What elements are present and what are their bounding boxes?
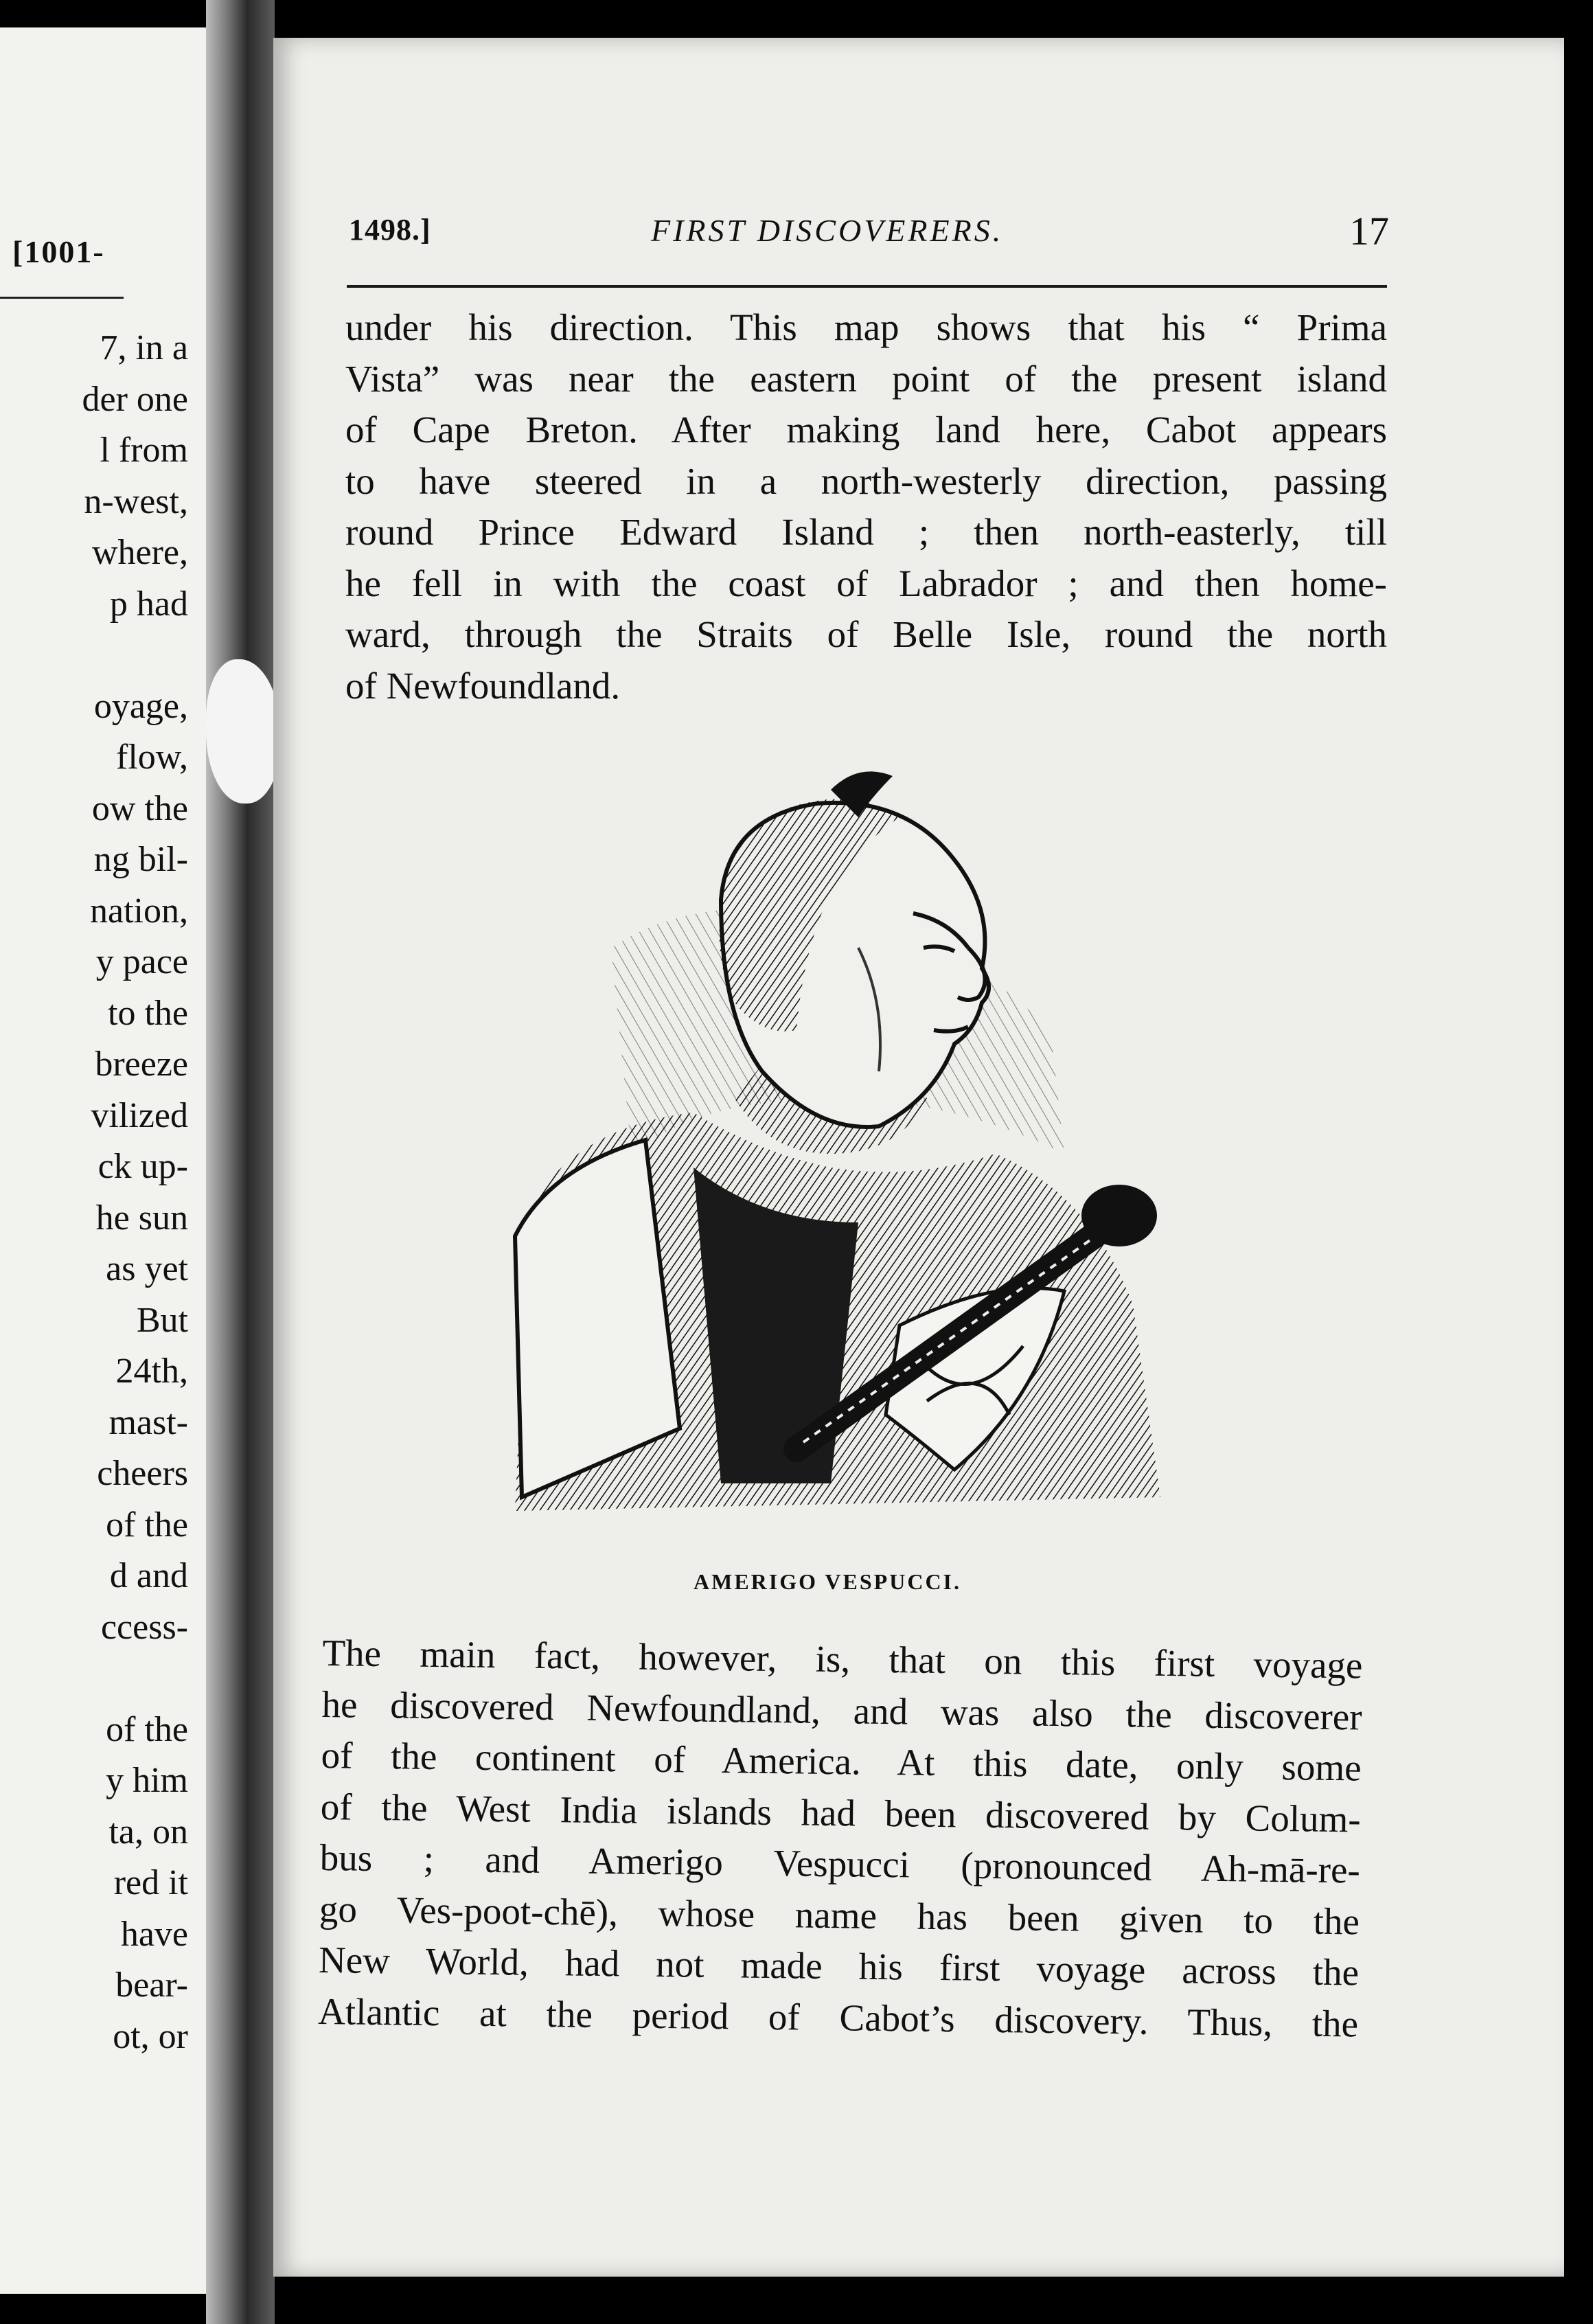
text-line: where, bbox=[91, 533, 188, 572]
header-year: 1498.] bbox=[349, 213, 431, 247]
text-line: l from bbox=[100, 431, 188, 470]
text-line: ta, on bbox=[108, 1812, 188, 1852]
text-line: red it bbox=[113, 1863, 188, 1902]
text-line: But bbox=[136, 1300, 188, 1340]
text-line: ng bil- bbox=[93, 840, 188, 879]
text-line: he sun bbox=[95, 1198, 188, 1238]
text-line: of the bbox=[106, 1505, 188, 1545]
text-line: ccess- bbox=[100, 1607, 188, 1647]
previous-page-text bbox=[82, 323, 188, 2062]
text-line: to have steered in a north-westerly direction, passing bbox=[345, 459, 1387, 502]
text-line: p had bbox=[109, 584, 188, 624]
text-line bbox=[82, 630, 188, 681]
text-line: under his direction. This map shows that his “ Prima bbox=[345, 306, 1387, 348]
text-line: vilized bbox=[91, 1095, 188, 1135]
page-number: 17 bbox=[1349, 209, 1389, 253]
text-line: ow the bbox=[91, 788, 188, 828]
text-line: have bbox=[120, 1914, 188, 1954]
text-line: he discovered Newfoundland, and was also the discoverer bbox=[321, 1683, 1362, 1738]
header-rule bbox=[347, 285, 1387, 288]
previous-page-edge bbox=[0, 27, 206, 2294]
text-line: n-west, bbox=[84, 481, 188, 521]
text-line: flow, bbox=[116, 738, 188, 777]
header-title: FIRST DISCOVERERS. bbox=[651, 213, 1004, 248]
paragraph-top bbox=[345, 302, 1387, 711]
text-line: Atlantic at the period of Cabot’s discovery. Thus, the bbox=[317, 1990, 1359, 2044]
text-line: go Ves-poot-chē), whose name has been given to the bbox=[319, 1887, 1360, 1942]
figure-caption: AMERIGO VESPUCCI. bbox=[694, 1569, 961, 1594]
text-line: bear- bbox=[115, 1966, 188, 2005]
text-line: ck up- bbox=[98, 1147, 188, 1186]
text-line: The main fact, however, is, that on this first voyage bbox=[322, 1631, 1363, 1687]
text-line: ward, through the Straits of Belle Isle, round the north bbox=[345, 613, 1387, 655]
text-line: mast- bbox=[108, 1402, 188, 1442]
amerigo-vespucci-engraving bbox=[474, 742, 1215, 1538]
text-line: Vista” was near the eastern point of the present island bbox=[345, 357, 1387, 400]
text-line: cheers bbox=[97, 1454, 188, 1493]
text-line: y pace bbox=[95, 942, 188, 981]
text-line: 24th, bbox=[115, 1352, 188, 1391]
text-line: of the West India islands had been discovered by Colum- bbox=[320, 1785, 1362, 1840]
text-line: ot, or bbox=[113, 2016, 188, 2056]
text-line: to the bbox=[108, 993, 188, 1033]
text-line: oyage, bbox=[93, 686, 188, 726]
text-line: bus ; and Amerigo Vespucci (pronounced Ah-mā-re- bbox=[319, 1836, 1361, 1891]
text-line bbox=[82, 1653, 188, 1705]
text-line: New World, had not made his first voyage across the bbox=[318, 1938, 1360, 1994]
text-line: of the bbox=[106, 1709, 188, 1749]
text-line: d and bbox=[109, 1556, 188, 1595]
text-line: of Newfoundland. bbox=[345, 664, 621, 707]
text-line: nation, bbox=[90, 891, 188, 931]
text-line: y him bbox=[106, 1761, 188, 1800]
text-line: breeze bbox=[95, 1045, 188, 1084]
previous-page-header: [1001- bbox=[12, 234, 105, 269]
running-header bbox=[349, 209, 1389, 264]
paragraph-bottom bbox=[318, 1628, 1363, 2049]
book-gutter bbox=[206, 0, 275, 2324]
text-line: of the continent of America. At this date, only some bbox=[321, 1733, 1362, 1789]
text-line: of Cape Breton. After making land here, Cabot appears bbox=[345, 409, 1387, 451]
text-line: 7, in a bbox=[100, 328, 188, 367]
text-line: der one bbox=[82, 379, 188, 419]
text-line: as yet bbox=[106, 1249, 188, 1288]
previous-page-rule bbox=[0, 297, 124, 299]
text-line: he fell in with the coast of Labrador ; and then home- bbox=[345, 562, 1387, 604]
text-line: round Prince Edward Island ; then north-easterly, till bbox=[345, 511, 1387, 553]
